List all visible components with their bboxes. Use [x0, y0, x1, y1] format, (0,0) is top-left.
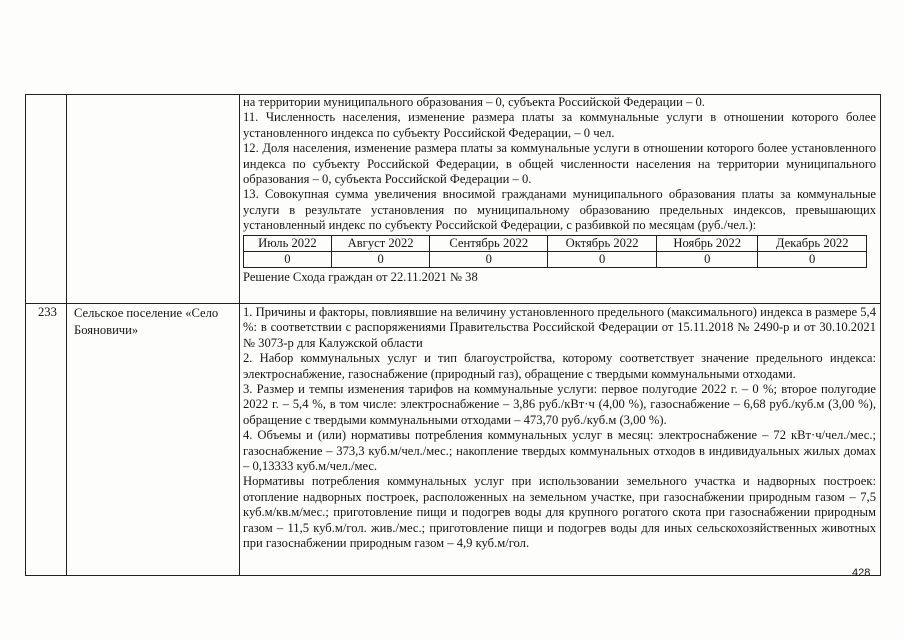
table-cell: 0 [331, 251, 430, 267]
monthly-amount-table [243, 235, 867, 268]
paragraph: 2. Набор коммунальных услуг и тип благоустройства, которому соответствует значение предельного индекса: электроснабжение, газоснабжение (природный газ), обращение с твердыми коммунальными отходами. [243, 351, 876, 381]
previous-row-content [243, 95, 876, 285]
table-header-cell: Июль 2022 [244, 235, 332, 251]
column-divider [66, 95, 67, 575]
paragraph: 1. Причины и факторы, повлиявшие на величину установленного предельного (максимального) индекса в размере 5,4 %: в соответствии с распоряжениями Правительства Российской Федерации от 15.11.2018 № 2490-р и от 30.10.2021 № 3073-р для Калужской области [243, 305, 876, 350]
paragraph: 3. Размер и темпы изменения тарифов на коммунальные услуги: первое полугодие 2022 г. – 0 %; второе полугодие 2022 г. – 5,4 %, в том числе: электроснабжение – 3,86 руб./кВт·ч (4,00 %), газоснабжение – 6,68 руб./куб.м (3,00 %), обращение с твердыми коммунальными отходами – 473,70 руб./куб.м (3,00 %). [243, 382, 876, 427]
row-233-content [243, 305, 876, 552]
table-header-cell: Август 2022 [331, 235, 430, 251]
table-header-cell: Декабрь 2022 [758, 235, 867, 251]
paragraph: на территории муниципального образования – 0, субъекта Российской Федерации – 0. [243, 95, 705, 109]
table-cell: 0 [657, 251, 758, 267]
paragraph: 13. Совокупная сумма увеличения вносимой гражданами муниципального образования платы за коммунальные услуги в результате установления по муниципальному образованию предельных индексов, превышающих установленный индекс по субъекту Российской Федерации, с разбивкой по месяцам (руб./чел.): [243, 187, 876, 233]
table-header-cell: Сентябрь 2022 [430, 235, 548, 251]
decision-text: Решение Схода граждан от 22.11.2021 № 38 [243, 269, 478, 284]
row-divider [26, 303, 880, 304]
paragraph: 11. Численность населения, изменение размера платы за коммунальные услуги в отношении которого более установленного индекса по субъекту Российской Федерации, – 0 чел. [243, 110, 876, 140]
paragraph: 12. Доля населения, изменение размера платы за коммунальные услуги в отношении которого более установленного индекса по субъекту Российской Федерации, в общей численности населения на территории муниципального образования – 0, субъекта Российской Федерации – 0. [243, 141, 876, 187]
column-divider [239, 95, 240, 575]
table-cell: 0 [244, 251, 332, 267]
row-number: 233 [38, 305, 57, 319]
settlement-name: Сельское поселение «Село Бояновичи» [74, 306, 219, 337]
table-cell: 0 [430, 251, 548, 267]
paragraph: 4. Объемы и (или) нормативы потребления коммунальных услуг в месяц: электроснабжение – 72 кВт·ч/чел./мес.; газоснабжение – 373,3 куб.м/чел./мес.; накопление твердых коммунальных отходов в индивидуальных жилых домах – 0,13333 куб.м/чел./мес. [243, 428, 876, 474]
document-table [25, 94, 881, 576]
table-header-row [244, 235, 867, 251]
paragraph: Нормативы потребления коммунальных услуг при использовании земельного участка и надворных построек: отопление надворных построек, расположенных на земельном участке, при газоснабжении природным газом – 7,5 куб.м/кв.м/мес.; приготовление пищи и подогрев воды для крупного рогатого скота при газоснабжении природным газом – 11,5 куб.м/гол. жив./мес.; приготовление пищи и подогрев воды для иных сельскохозяйственных животных при газоснабжении природным газом – 4,9 куб.м/гол. [243, 474, 876, 551]
table-cell: 0 [758, 251, 867, 267]
table-header-cell: Октябрь 2022 [548, 235, 657, 251]
table-header-cell: Ноябрь 2022 [657, 235, 758, 251]
page-number: 428 [852, 567, 871, 579]
table-row [244, 251, 867, 267]
table-cell: 0 [548, 251, 657, 267]
